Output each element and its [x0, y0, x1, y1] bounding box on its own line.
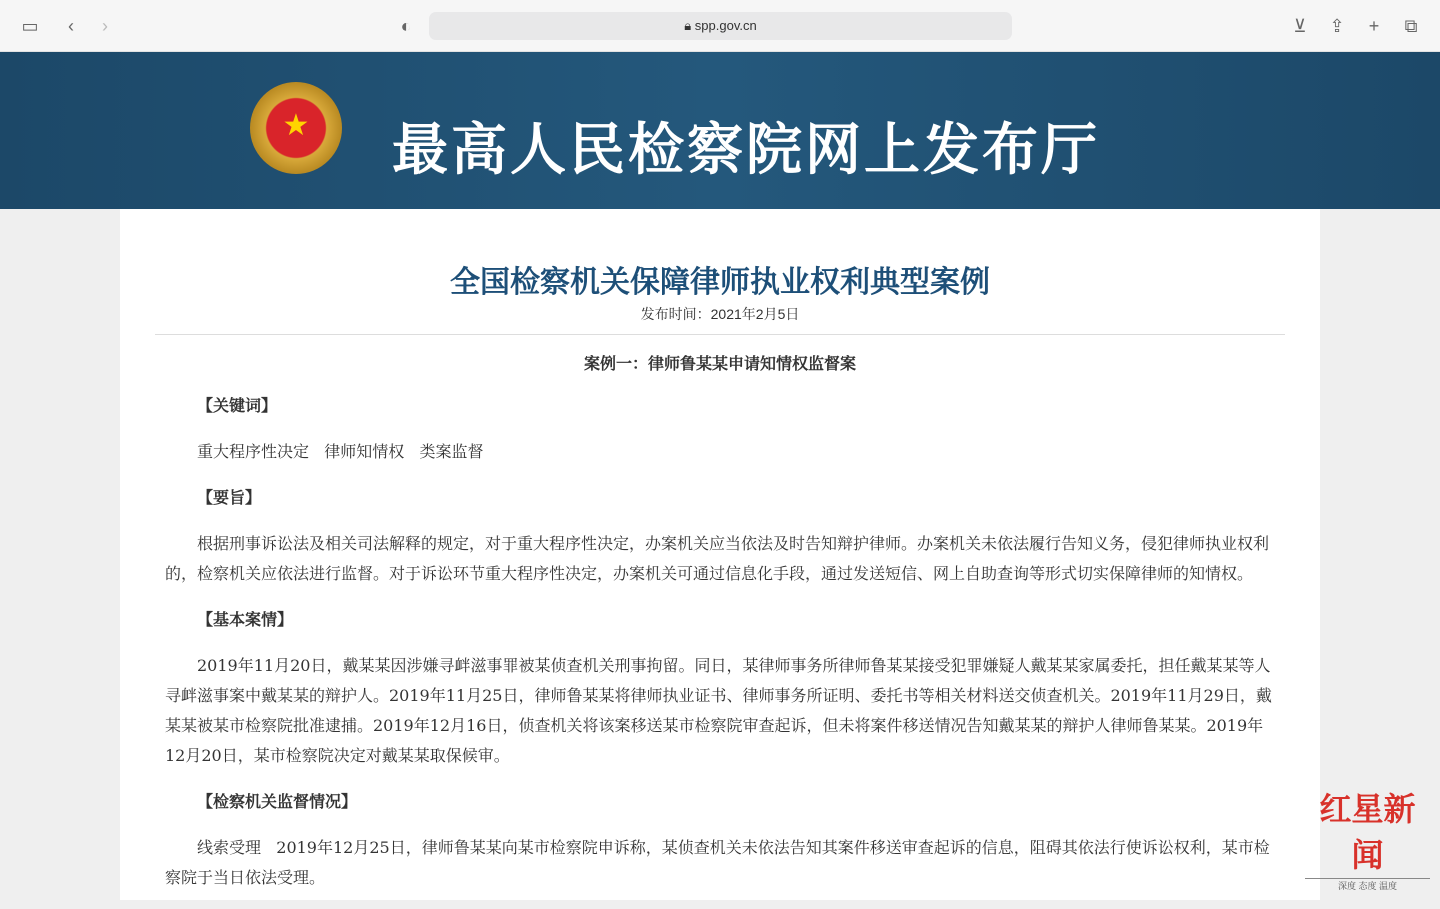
publish-date: 发布时间：2021年2月5日 — [640, 306, 800, 322]
divider — [155, 334, 1285, 335]
article-title: 全国检察机关保障律师执业权利典型案例 — [450, 266, 990, 299]
section-heading: 【要旨】 — [197, 488, 262, 507]
watermark-logo — [1305, 784, 1430, 892]
forward-icon[interactable]: › — [102, 16, 108, 36]
section-heading: 【基本案情】 — [197, 610, 294, 629]
section-text: 线索受理 2019年12月25日，律师鲁某某向某市检察院申诉称，某侦查机关未依法告知其案件移送审查起诉的信息，阻碍其依法行使诉讼权利，某市检察院于当日依法受理。 — [165, 838, 1270, 887]
section-heading: 【检察机关监督情况】 — [197, 792, 358, 811]
tabs-overview-icon[interactable]: ⧉ — [1404, 16, 1418, 36]
sidebar-icon[interactable]: ▭ — [21, 16, 39, 36]
section-heading: 【关键词】 — [197, 396, 278, 415]
section-text: 重大程序性决定 律师知情权 类案监督 — [197, 442, 484, 461]
address-bar[interactable] — [429, 12, 1012, 40]
lock-icon: 🔒︎ — [684, 18, 695, 33]
back-icon[interactable]: ‹ — [68, 16, 74, 36]
watermark-slogan: 深度 态度 温度 — [1305, 878, 1430, 892]
article-body — [165, 391, 1273, 909]
article-container — [120, 209, 1320, 900]
section-text: 2019年11月20日，戴某某因涉嫌寻衅滋事罪被某侦查机关刑事拘留。同日，某律师事务所律师鲁某某接受犯罪嫌疑人戴某某家属委托，担任戴某某等人寻衅滋事案中戴某某的辩护人。2019年11月25日，律师鲁某某将律师执业证书、律师事务所证明、委托书等相关材料送交侦查机关。2019年11月29日，戴某某被某市检察院批准逮捕。2019年12月16日，侦查机关将该案移送某市检察院审查起诉，但未将案件移送情况告知戴某某的辩护人律师鲁某某。2019年12月20日，某市检察院决定对戴某某取保候审。 — [165, 656, 1272, 765]
new-tab-icon[interactable]: + — [1368, 16, 1380, 36]
watermark-name: 红星新闻 — [1319, 790, 1416, 874]
download-icon[interactable]: ⊻ — [1293, 16, 1307, 36]
privacy-shield-icon[interactable]: ◐ — [400, 16, 412, 36]
case-title: 案例一：律师鲁某某申请知情权监督案 — [583, 356, 856, 373]
share-icon[interactable]: ⇪ — [1329, 16, 1345, 36]
url-text: spp.gov.cn — [694, 18, 757, 33]
procuratorate-emblem: ★ — [250, 82, 342, 174]
site-banner — [0, 52, 1440, 209]
browser-toolbar — [0, 0, 1440, 52]
site-title: 最高人民检察院网上发布厅 — [392, 117, 1100, 183]
section-text: 根据刑事诉讼法及相关司法解释的规定，对于重大程序性决定，办案机关应当依法及时告知辩护律师。办案机关未依法履行告知义务，侵犯律师执业权利的，检察机关应依法进行监督。对于诉讼环节重大程序性决定，办案机关可通过信息化手段，通过发送短信、网上自助查询等形式切实保障律师的知情权。 — [165, 534, 1270, 583]
